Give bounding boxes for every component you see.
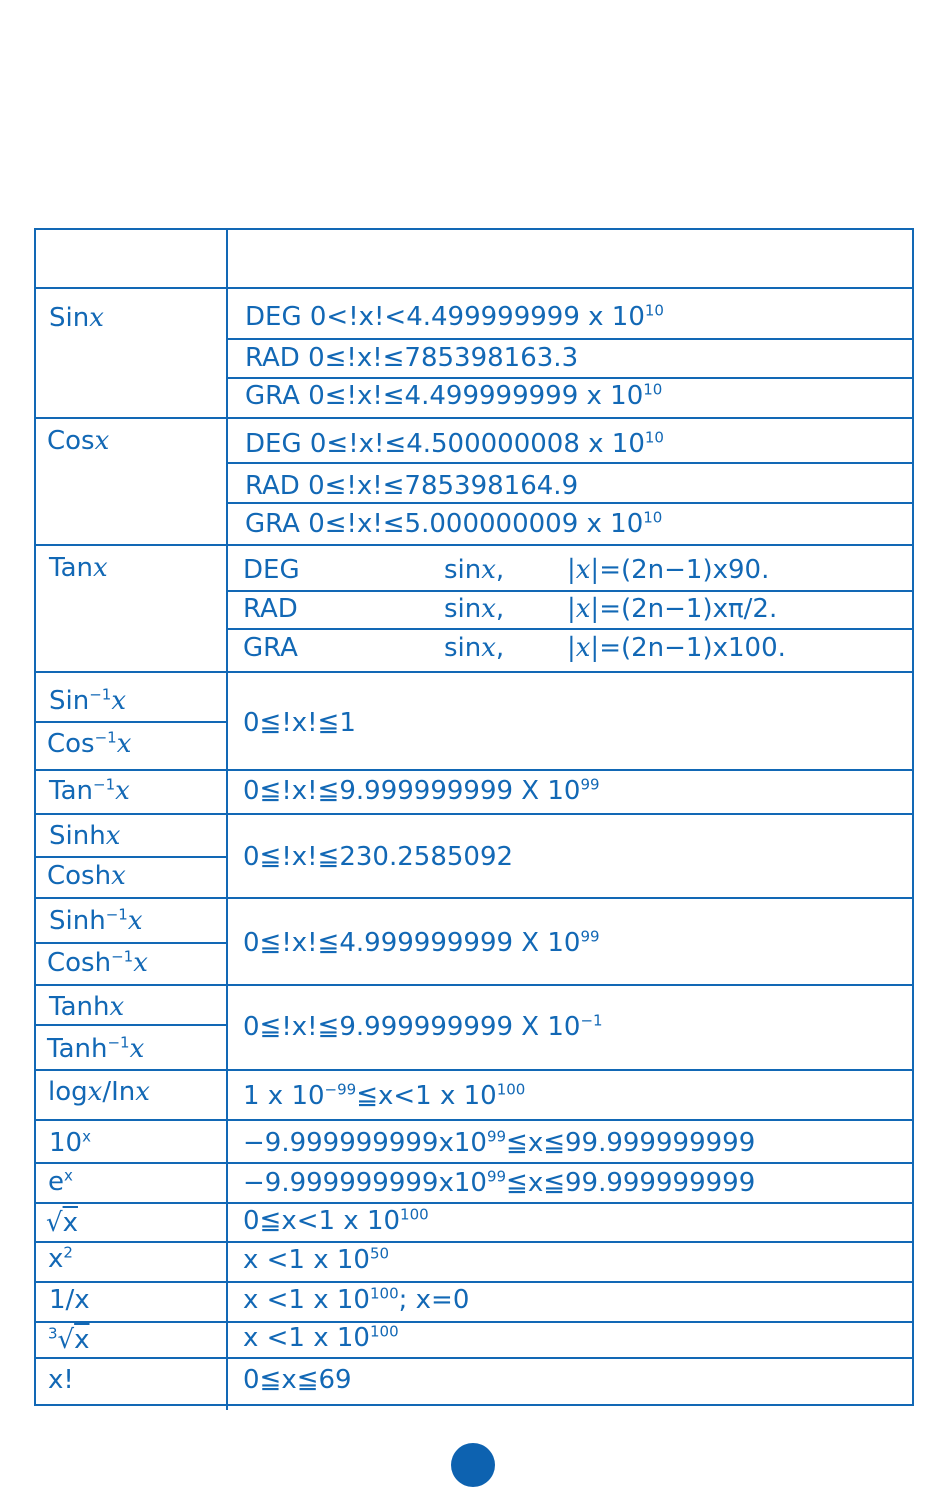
tan-cond-gra: |x|=(2n−1)x100.	[567, 633, 786, 663]
sin-row-divider	[34, 417, 914, 419]
atan-row-divider	[34, 813, 914, 815]
range-asinh-acosh: 0≦!x!≦4.999999999 X $10^{99}$	[243, 927, 600, 958]
tan-sin-rad: sinx,	[444, 594, 505, 624]
function-exp: $e^x$	[48, 1166, 73, 1197]
function-sqrt: √x	[46, 1208, 78, 1238]
exp-row-divider	[34, 1202, 914, 1204]
function-log-ln: logx/Inx	[48, 1077, 150, 1107]
range-cbrt: x <1 x $10^{100}$	[243, 1322, 399, 1353]
range-sin-rad: RAD 0≤!x!≤785398163.3	[245, 343, 579, 373]
tan-sin-gra: sinx,	[444, 633, 505, 663]
range-reciprocal: x <1 x $10^{100}$; x=0	[243, 1284, 470, 1315]
range-cos-deg: DEG 0≤!x!≤4.500000008 x $10^{10}$	[245, 428, 664, 459]
function-acosh: Cosh$^{-1}$x	[47, 947, 148, 978]
tan-row-divider	[34, 671, 914, 673]
range-factorial: 0≦x≦69	[243, 1365, 352, 1395]
range-exp: $-9.999999999x10^{99}≦x≦99.999999999$	[243, 1167, 756, 1198]
function-atanh: Tanh$^{-1}$x	[47, 1033, 145, 1064]
log-row-divider	[34, 1119, 914, 1121]
tanh-row-divider	[34, 1069, 914, 1071]
page-dot	[451, 1443, 495, 1487]
function-asinh: Sinh$^{-1}$x	[49, 905, 143, 936]
function-cosh: Coshx	[47, 861, 126, 891]
cos-row-divider	[34, 544, 914, 546]
function-factorial: x!	[48, 1365, 74, 1395]
tanh-atanh-divider	[34, 1024, 226, 1026]
function-sin: Sinx	[49, 303, 104, 333]
range-sqrt: 0≦x<1 x $10^{100}$	[243, 1205, 429, 1236]
tan-deg-divider	[226, 590, 914, 592]
tan-cond-rad: |x|=(2n−1)xπ/2.	[567, 594, 778, 624]
range-sin-deg: DEG 0<!x!<4.499999999 x $10^{10}$	[245, 301, 664, 332]
function-acos: Cos$^{-1}$x	[47, 728, 132, 759]
function-sinh: Sinhx	[49, 821, 121, 851]
range-pow10: $-9.999999999x10^{99}≦x≦99.999999999$	[243, 1127, 756, 1158]
column-divider	[226, 228, 228, 1410]
tan-mode-rad: RAD	[243, 594, 298, 624]
sinh-row-divider	[34, 897, 914, 899]
function-asin: Sin$^{-1}$x	[49, 685, 127, 716]
header-row-divider	[34, 287, 914, 289]
sin-rad-divider	[226, 377, 914, 379]
function-tanh: Tanhx	[49, 992, 125, 1022]
asinh-row-divider	[34, 984, 914, 986]
sqrt-row-divider	[34, 1241, 914, 1243]
range-cos-rad: RAD 0≤!x!≤785398164.9	[245, 471, 579, 501]
function-atan: Tan$^{-1}$x	[49, 775, 130, 806]
asin-acos-divider	[34, 721, 226, 723]
tan-mode-gra: GRA	[243, 633, 298, 663]
cos-deg-divider	[226, 462, 914, 464]
asin-row-divider	[34, 769, 914, 771]
function-reciprocal: 1/x	[49, 1285, 90, 1315]
recip-row-divider	[34, 1321, 914, 1323]
function-cbrt: $^3$√x	[48, 1324, 90, 1355]
pow10-row-divider	[34, 1162, 914, 1164]
sin-deg-divider	[226, 338, 914, 340]
cbrt-row-divider	[34, 1357, 914, 1359]
range-cos-gra: GRA 0≤!x!≤5.000000009 x $10^{10}$	[245, 508, 663, 539]
range-atan: 0≦!x!≦9.999999999 X $10^{99}$	[243, 775, 600, 806]
range-asin-acos: 0≦!x!≦1	[243, 708, 356, 738]
function-square: $x^2$	[48, 1243, 73, 1274]
range-square: x <1 x $10^{50}$	[243, 1244, 390, 1275]
range-tanh-atanh: 0≦!x!≦9.999999999 X $10^{-1}$	[243, 1011, 603, 1042]
tan-sin-deg: sinx,	[444, 555, 505, 585]
cos-rad-divider	[226, 502, 914, 504]
range-sinh-cosh: 0≦!x!≦230.2585092	[243, 842, 514, 872]
sinh-cosh-divider	[34, 856, 226, 858]
tan-cond-deg: |x|=(2n−1)x90.	[567, 555, 770, 585]
tan-rad-divider	[226, 628, 914, 630]
sq-row-divider	[34, 1281, 914, 1283]
range-sin-gra: GRA 0≤!x!≤4.499999999 x $10^{10}$	[245, 380, 663, 411]
function-cos: Cosx	[47, 426, 110, 456]
asinh-acosh-divider	[34, 942, 226, 944]
range-log-ln: 1 x $10^{-99}≦x<1$ x $10^{100}$	[243, 1080, 526, 1111]
function-pow10: 10$^x$	[49, 1127, 91, 1158]
tan-mode-deg: DEG	[243, 555, 300, 585]
function-tan: Tanx	[49, 553, 108, 583]
